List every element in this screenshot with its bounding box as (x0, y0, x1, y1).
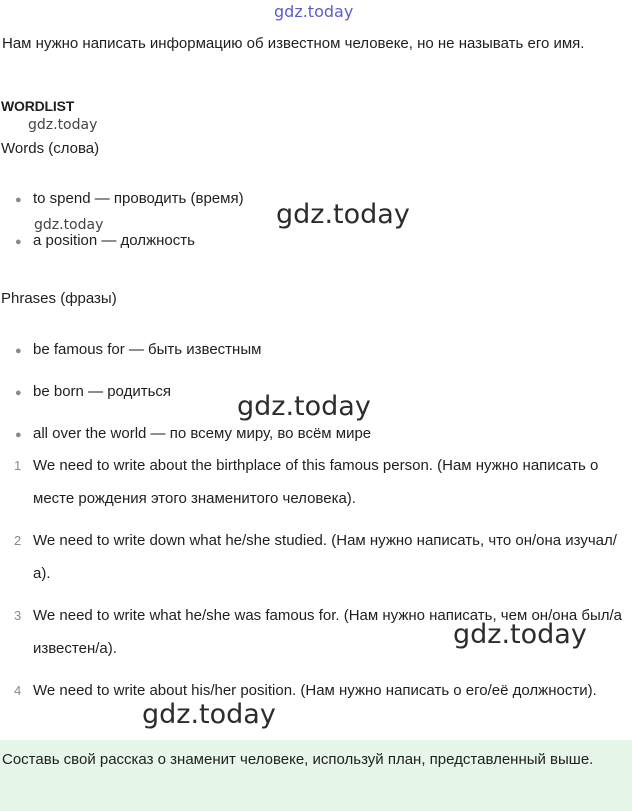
task-text: Составь свой рассказ о знаменит человеке, используй план, представленный выше. (2, 751, 594, 768)
watermark: gdz.today (237, 391, 371, 422)
watermark: gdz.today (34, 217, 104, 233)
phrase-item: be born — родиться (33, 383, 172, 400)
plan-item: We need to write about the birthplace of this famous person. (Нам нужно написать о месте рождения этого знаменитого человека). (33, 457, 599, 507)
word-item: to spend — проводить (время) (33, 190, 244, 207)
intro-paragraph: Нам нужно написать информацию об известном человеке, но не называть его имя. (2, 35, 585, 52)
bullet: ● (15, 387, 22, 399)
plan-item: We need to write down what he/she studied. (Нам нужно написать, что он/она изучал/а). (33, 532, 617, 582)
bullet: ● (15, 345, 22, 357)
bullet: ● (15, 429, 22, 441)
watermark: gdz.today (142, 699, 276, 730)
watermark-top: gdz.today (274, 2, 354, 21)
words-heading: Words (слова) (1, 140, 100, 157)
wordlist-heading: WORDLIST (1, 98, 75, 114)
plan-item: We need to write about his/her position. (Нам нужно написать о его/её должности). (33, 682, 597, 699)
phrase-item: be famous for — быть известным (33, 341, 262, 358)
watermark: gdz.today (453, 619, 587, 650)
task-box (0, 740, 632, 811)
phrases-heading: Phrases (фразы) (1, 290, 117, 307)
plan-number: 1 (14, 458, 22, 473)
bullet: ● (15, 236, 22, 248)
watermark: gdz.today (276, 199, 410, 230)
watermark: gdz.today (28, 117, 98, 133)
plan-number: 4 (14, 683, 22, 698)
plan-item: We need to write what he/she was famous for. (Нам нужно написать, чем он/она был/а известен/а). (33, 607, 623, 657)
word-item: a position — должность (33, 232, 195, 249)
phrase-item: all over the world — по всему миру, во всём мире (33, 425, 372, 442)
bullet: ● (15, 194, 22, 206)
plan-number: 3 (14, 608, 22, 623)
plan-number: 2 (14, 533, 22, 548)
